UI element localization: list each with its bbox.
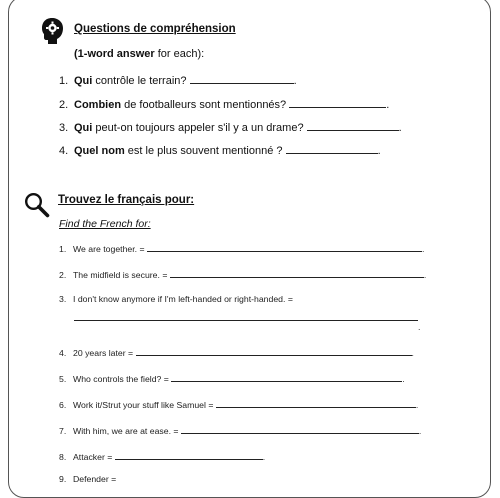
translation-item — [59, 474, 116, 484]
question-number: 3. — [59, 122, 69, 134]
translation-item — [59, 451, 265, 462]
answer-blank[interactable] — [307, 120, 399, 131]
question-text: est le plus souvent mentionné ? — [124, 145, 286, 157]
question-end: . — [386, 99, 390, 111]
item-number: 5. — [59, 374, 67, 384]
answer-blank[interactable] — [170, 269, 427, 280]
item-number: 2. — [59, 270, 67, 280]
answer-blank[interactable] — [190, 73, 294, 84]
magnifier-icon — [24, 192, 50, 218]
question-text: de footballeurs sont mentionnés? — [121, 99, 290, 111]
head-gear-icon — [41, 17, 65, 45]
section2-title: Trouvez le français pour: — [58, 194, 195, 206]
translation-item — [59, 347, 414, 358]
item-number: 1. — [59, 244, 67, 254]
question-item — [59, 97, 389, 111]
item-number: 3. — [59, 294, 67, 304]
translation-item — [59, 243, 424, 254]
answer-blank[interactable] — [147, 243, 425, 254]
question-end: . — [293, 75, 297, 87]
item-end: . — [402, 374, 405, 384]
item-text: We are together. = — [73, 244, 147, 254]
translation-item — [59, 373, 405, 384]
answer-blank[interactable] — [171, 373, 405, 384]
item-text: Defender = — [73, 474, 117, 484]
question-text: contrôle le terrain? — [92, 75, 190, 87]
item-text: Work it/Strut your stuff like Samuel = — [73, 400, 216, 410]
question-text: peut-on toujours appeler s'il y a un drame? — [92, 122, 307, 134]
item-text: With him, we are at ease. = — [73, 426, 181, 436]
item-end: . — [418, 426, 422, 436]
answer-blank[interactable] — [115, 451, 266, 462]
question-keyword: Qui — [74, 75, 93, 87]
question-keyword: Combien — [74, 99, 122, 111]
question-keyword: Quel nom — [74, 145, 125, 157]
item-number: 8. — [59, 452, 67, 462]
question-item — [59, 143, 381, 157]
item-text: Attacker = — [73, 452, 115, 462]
section1-instruction — [74, 48, 204, 60]
question-number: 2. — [59, 99, 69, 111]
item-text: The midfield is secure. = — [73, 270, 170, 280]
question-end: . — [377, 145, 381, 157]
item-number: 6. — [59, 400, 67, 410]
item-number: 4. — [59, 348, 67, 358]
translation-item — [59, 294, 293, 304]
item-number: 9. — [59, 474, 67, 484]
item-end: . — [421, 244, 425, 254]
question-number: 1. — [59, 75, 69, 87]
answer-blank[interactable] — [74, 320, 418, 321]
translation-item — [59, 425, 421, 436]
answer-blank[interactable] — [136, 347, 412, 356]
answer-blank[interactable] — [286, 143, 378, 154]
answer-blank[interactable] — [216, 399, 419, 410]
item-end: . — [415, 400, 419, 410]
question-item — [59, 120, 402, 134]
item-text: Who controls the field? = — [73, 374, 172, 384]
question-item — [59, 73, 297, 87]
instruction-rest: for each): — [154, 48, 205, 60]
answer-blank[interactable] — [181, 425, 422, 436]
translation-item — [59, 399, 418, 410]
answer-blank[interactable] — [289, 97, 386, 108]
section2-subtitle: Find the French for: — [59, 218, 151, 230]
section1-title: Questions de compréhension — [74, 23, 236, 35]
item-end: . — [423, 270, 427, 280]
question-number: 4. — [59, 145, 69, 157]
question-keyword: Qui — [74, 122, 93, 134]
instruction-bold: (1-word answer — [74, 48, 155, 60]
item-end: . — [262, 452, 266, 462]
translation-item — [59, 269, 426, 280]
item-text: 20 years later = — [73, 348, 136, 358]
item-end: . — [418, 322, 421, 332]
item-number: 7. — [59, 426, 67, 436]
item-text: I don't know anymore if I'm left-handed or right-handed. = — [73, 294, 293, 304]
question-end: . — [398, 122, 402, 134]
item-end: . — [411, 348, 414, 358]
